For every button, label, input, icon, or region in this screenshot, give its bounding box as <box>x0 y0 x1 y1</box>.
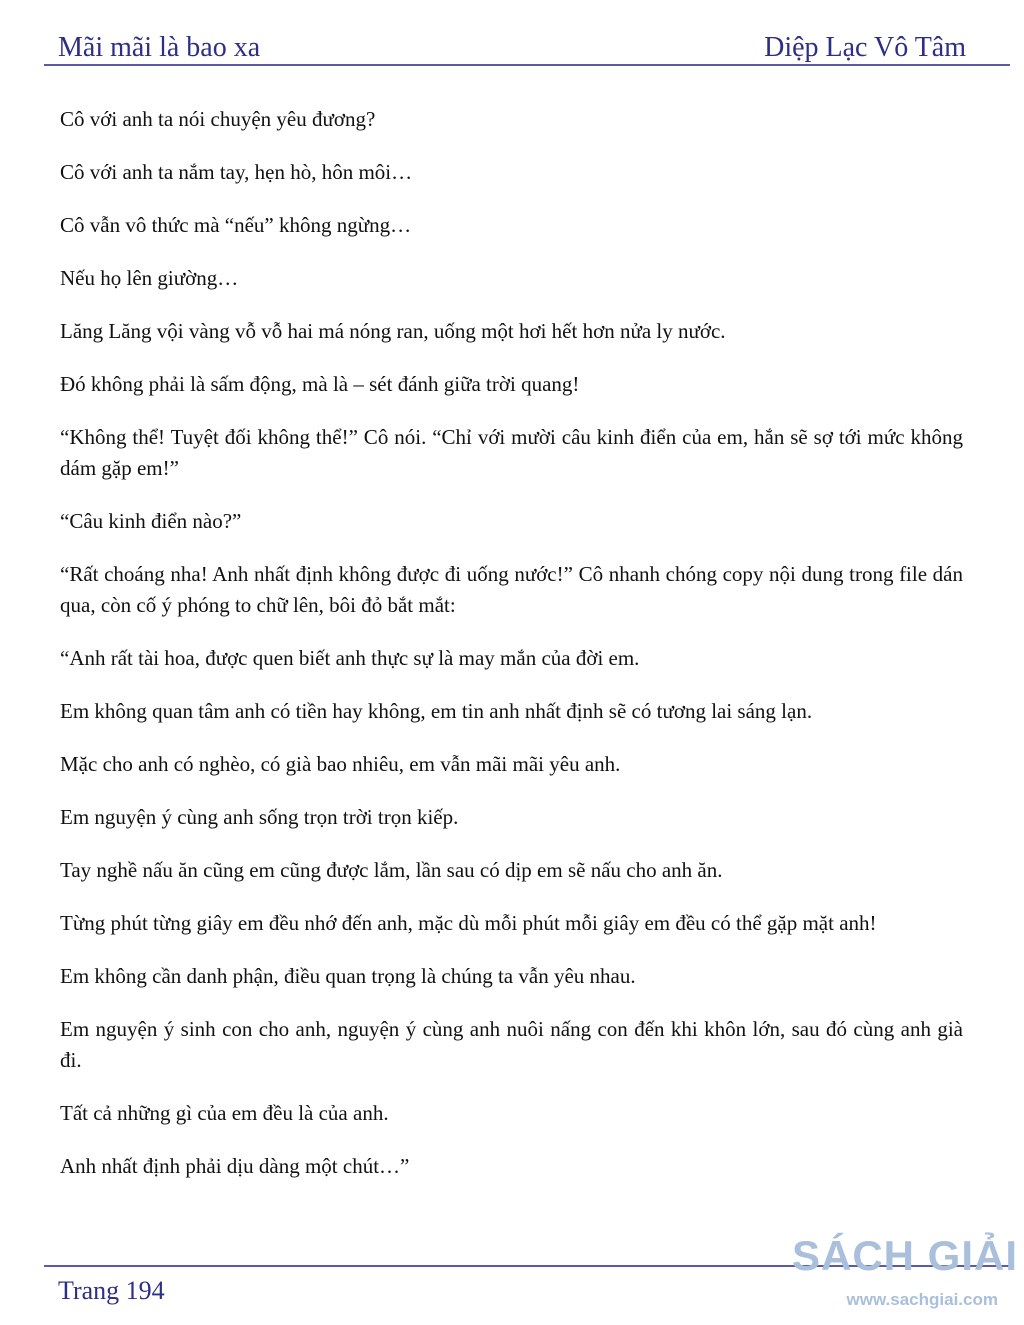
page-number: Trang 194 <box>58 1276 165 1305</box>
paragraph: Tay nghề nấu ăn cũng em cũng được lắm, lần sau có dịp em sẽ nấu cho anh ăn. <box>60 858 723 882</box>
paragraph: Tất cả những gì của em đều là của anh. <box>60 1101 389 1125</box>
paragraph: Em nguyện ý sinh con cho anh, nguyện ý cùng anh nuôi nấng con đến khi khôn lớn, sau đó cùng anh già đi. <box>60 1017 963 1072</box>
paragraph: Mặc cho anh có nghèo, có già bao nhiêu, em vẫn mãi mãi yêu anh. <box>60 752 621 776</box>
paragraph: Em không quan tâm anh có tiền hay không, em tin anh nhất định sẽ có tương lai sáng lạn. <box>60 699 813 723</box>
header-divider <box>44 64 1010 66</box>
paragraph: “Anh rất tài hoa, được quen biết anh thực sự là may mắn của đời em. <box>60 646 640 670</box>
watermark-brand: SÁCH GIẢI <box>791 1232 1018 1279</box>
paragraph: Lăng Lăng vội vàng vỗ vỗ hai má nóng ran, uống một hơi hết hơn nửa ly nước. <box>60 319 726 343</box>
paragraph: Em không cần danh phận, điều quan trọng là chúng ta vẫn yêu nhau. <box>60 964 636 988</box>
paragraph: “Không thể! Tuyệt đối không thể!” Cô nói. “Chỉ với mười câu kinh điển của em, hắn sẽ sợ tới mức không dám gặp em!” <box>60 425 963 480</box>
page-body <box>60 104 963 1204</box>
paragraph: Đó không phải là sấm động, mà là – sét đánh giữa trời quang! <box>60 372 580 396</box>
page-header <box>58 24 966 64</box>
paragraph: Em nguyện ý cùng anh sống trọn trời trọn kiếp. <box>60 805 459 829</box>
paragraph: Cô với anh ta nói chuyện yêu đương? <box>60 107 376 131</box>
paragraph: “Câu kinh điển nào?” <box>60 509 242 533</box>
watermark-logo <box>791 1228 1018 1320</box>
book-title: Mãi mãi là bao xa <box>58 32 261 63</box>
paragraph: Anh nhất định phải dịu dàng một chút…” <box>60 1154 410 1178</box>
paragraph: Từng phút từng giây em đều nhớ đến anh, mặc dù mỗi phút mỗi giây em đều có thể gặp mặt anh! <box>60 911 877 935</box>
paragraph: “Rất choáng nha! Anh nhất định không được đi uống nước!” Cô nhanh chóng copy nội dung trong file dán qua, còn cố ý phóng to chữ lên, bôi đỏ bắt mắt: <box>60 562 963 617</box>
paragraph: Cô với anh ta nắm tay, hẹn hò, hôn môi… <box>60 160 413 184</box>
paragraph: Nếu họ lên giường… <box>60 266 239 290</box>
watermark-url: www.sachgiai.com <box>846 1290 998 1309</box>
author-name: Diệp Lạc Vô Tâm <box>764 32 966 63</box>
paragraph: Cô vẫn vô thức mà “nếu” không ngừng… <box>60 213 412 237</box>
